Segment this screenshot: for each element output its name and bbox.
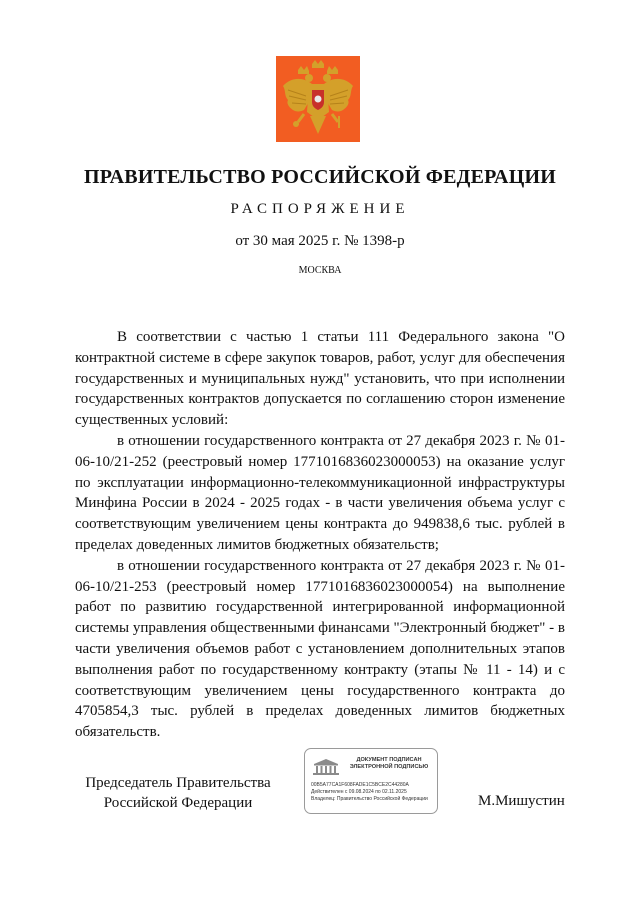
document-city: МОСКВА [298, 265, 342, 276]
signatory-position [78, 773, 278, 813]
document-date-number: от 30 мая 2025 г. № 1398-р [235, 233, 405, 249]
signatory-name: М.Мишустин [478, 793, 565, 809]
document-body [75, 327, 565, 743]
signatory-position-line1: Председатель Правительства [85, 775, 271, 791]
stamp-title: ДОКУМЕНТ ПОДПИСАН ЭЛЕКТРОННОЙ ПОДПИСЬЮ [349, 757, 429, 770]
document-type: РАСПОРЯЖЕНИЕ [230, 201, 410, 217]
stamp-validity: Действителен с 09.08.2024 по 02.11.2025 [311, 789, 407, 795]
russian-coat-of-arms-icon [276, 56, 360, 142]
government-building-icon [311, 757, 341, 776]
electronic-signature-stamp [304, 748, 438, 814]
body-paragraph-intro: В соответствии с частью 1 статьи 111 Федерального закона "О контрактной системе в сфере закупок товаров, работ, услуг для обеспечения государственных и муниципальных нужд" установить, что при исполнении государственных контрактов допускается по соглашению сторон изменение существенных условий: [75, 329, 565, 429]
body-paragraph-contract-252: в отношении государственного контракта от 27 декабря 2023 г. № 01-06-10/21-252 (реестровый номер 1771016836023000053) на оказание услуг по эксплуатации информационно-телекоммуникационной инфраструктуры Минфина России в 2024 - 2025 годах - в части увеличения объема услуг с соответствующим увеличением цены контракта до 949838,6 тыс. рублей в пределах доведенных лимитов бюджетных обязательств; [75, 432, 565, 553]
government-title: ПРАВИТЕЛЬСТВО РОССИЙСКОЙ ФЕДЕРАЦИИ [84, 166, 556, 188]
stamp-certificate-serial: 00B5A77CA1F608FADE1C5BCE2C44280A [311, 782, 409, 788]
stamp-owner: Владелец: Правительство Российской Федерации [311, 796, 428, 802]
body-paragraph-contract-253: в отношении государственного контракта от 27 декабря 2023 г. № 01-06-10/21-253 (реестровый номер 1771016836023000054) на выполнение работ по развитию государственной интегрированной информационной системы управления общественными финансами "Электронный бюджет" - в части увеличения объемов работ с установлением дополнительных этапов выполнения работ по государственному контракту (этапы № 11 - 14) и с соответствующим увеличением цены государственного контракта до 4705854,3 тыс. рублей в пределах доведенных лимитов бюджетных обязательств. [75, 557, 565, 741]
signatory-position-line2: Российской Федерации [103, 795, 253, 811]
